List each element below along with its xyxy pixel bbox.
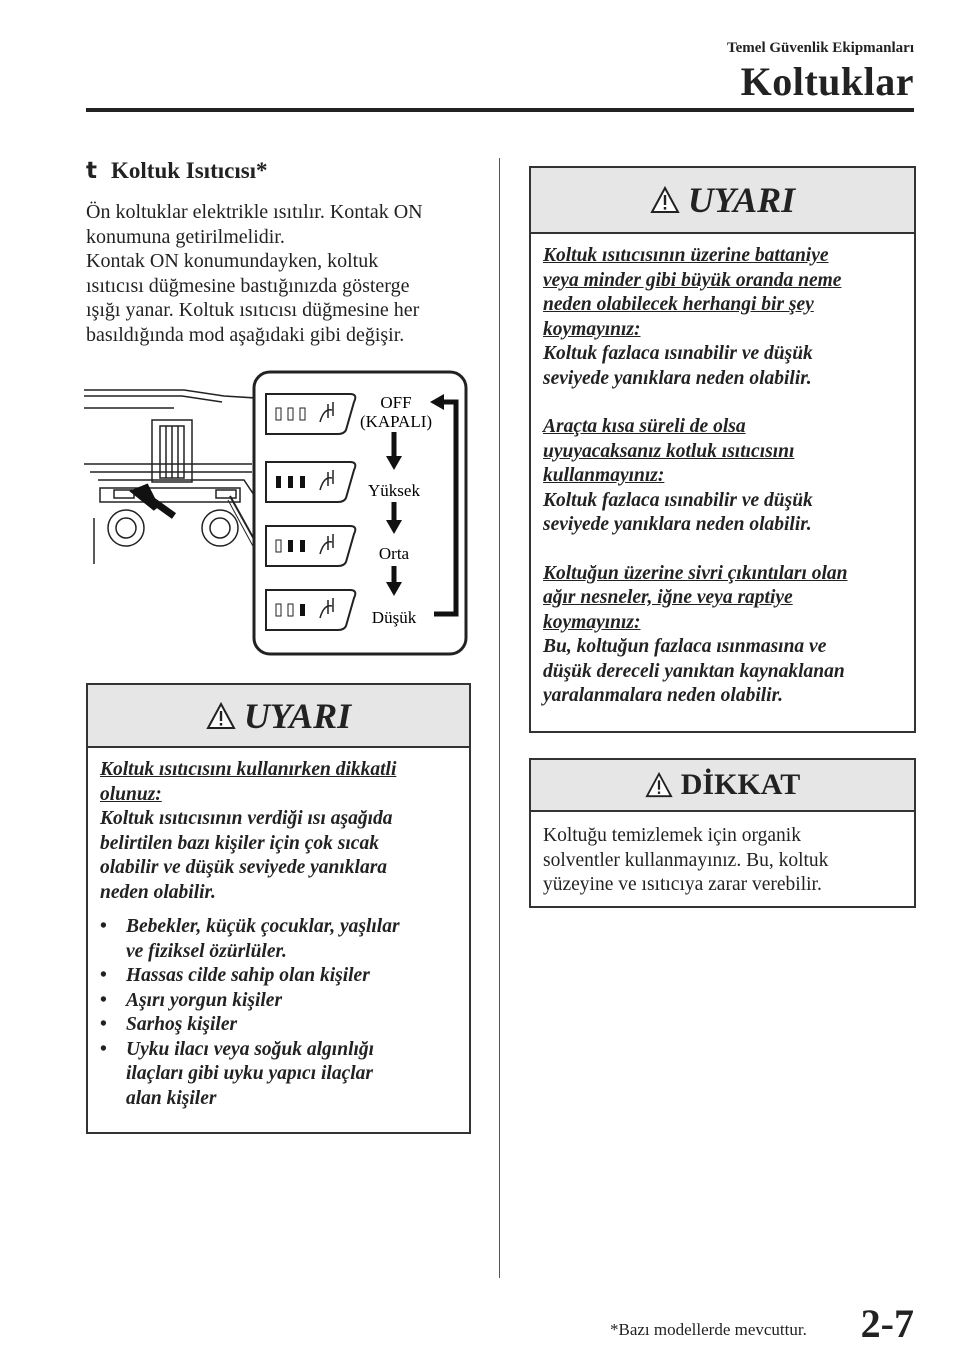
caution-header — [531, 760, 914, 812]
intro-line: Kontak ON konumundayken, koltuk — [86, 250, 379, 272]
seat-heater-diagram — [84, 368, 474, 660]
warning-text-line: Bu, koltuğun fazlaca ısınmasına ve — [543, 636, 827, 657]
column-divider — [499, 158, 500, 1278]
warning-title-line: Koltuğun üzerine sivri çıkıntıları olan — [543, 562, 848, 584]
warning-title-line: kullanmayınız: — [543, 465, 665, 486]
label-off: OFF — [380, 393, 412, 412]
warning-header — [531, 168, 914, 234]
warning-paragraph — [543, 562, 914, 709]
list-item-line: alan kişiler — [126, 1087, 217, 1109]
page-number: 2-7 — [860, 1301, 914, 1346]
warning-text-line: neden olabilir. — [100, 881, 216, 903]
warning-body — [88, 748, 469, 1111]
list-item-line: • Aşırı yorgun kişiler — [126, 989, 283, 1011]
warning-body — [531, 234, 914, 709]
list-item — [100, 915, 469, 964]
caution-text-line: Koltuğu temizlemek için organik — [543, 825, 801, 846]
warning-box-usage — [86, 683, 471, 1134]
list-item-line: ve fiziksel özürlüler. — [126, 940, 287, 962]
switch-off — [266, 394, 355, 434]
warning-text-line: belirtilen bazı kişiler için çok sıcak — [100, 832, 379, 854]
running-header: Temel Güvenlik Ekipmanları — [727, 40, 914, 56]
switch-high — [266, 462, 355, 502]
warning-title-line: Araçta kısa süreli de olsa — [543, 416, 746, 437]
warning-title-line: koymayınız: — [543, 318, 641, 340]
warning-box-objects — [529, 166, 916, 733]
warning-title-line: Koltuk ısıtıcısını kullanırken dikkatli — [100, 759, 397, 780]
warning-text-line: seviyede yanıklara neden olabilir. — [543, 514, 812, 535]
list-item — [100, 964, 469, 989]
switch-low — [266, 590, 355, 630]
intro-line: basıldığında mod aşağıdaki gibi değişir. — [86, 323, 405, 346]
intro-line: Ön koltuklar elektrikle ısıtılır. Kontak ON — [86, 201, 423, 223]
label-off-translation: (KAPALI) — [359, 412, 433, 431]
warning-text-line: Koltuk fazlaca ısınabilir ve düşük — [543, 489, 813, 511]
warning-text-line: yaralanmalara neden olabilir. — [543, 685, 783, 706]
list-item-line: ilaçları gibi uyku yapıcı ilaçlar — [126, 1063, 373, 1084]
warning-triangle-icon — [650, 186, 680, 214]
warning-text-line: Koltuk fazlaca ısınabilir ve düşük — [543, 343, 813, 364]
warning-text-line: düşük dereceli yanıktan kaynaklanan — [543, 660, 845, 682]
list-item-line: • Uyku ilacı veya soğuk algınlığı — [126, 1038, 375, 1060]
warning-title-line: uyuyacaksanız kotluk ısıtıcısını — [543, 440, 795, 462]
warning-label: UYARI — [687, 180, 796, 220]
intro-line: konumuna getirilmelidir. — [86, 225, 285, 248]
warning-paragraph — [543, 244, 914, 391]
warning-title-line: Koltuk ısıtıcısının üzerine battaniye — [543, 245, 829, 266]
list-item-line: • Sarhoş kişiler — [126, 1014, 238, 1035]
list-item-line: • Hassas cilde sahip olan kişiler — [126, 965, 370, 986]
caution-box — [529, 758, 916, 908]
intro-paragraph — [86, 200, 486, 347]
label-low: Düşük — [371, 608, 417, 627]
warning-title-line: veya minder gibi büyük oranda neme — [543, 269, 842, 291]
header-rule — [86, 108, 914, 112]
list-item — [100, 1013, 469, 1038]
risk-group-list — [100, 915, 469, 1111]
label-mid: Orta — [378, 544, 410, 563]
warning-text-line: Koltuk ısıtıcısının verdiği ısı aşağıda — [100, 808, 393, 829]
caution-label: DİKKAT — [680, 768, 801, 801]
warning-text-line: seviyede yanıklara neden olabilir. — [543, 367, 812, 389]
intro-line: ısıtıcısı düğmesine bastığınızda gösterge — [86, 274, 410, 297]
list-item — [100, 1038, 469, 1112]
label-high: Yüksek — [368, 481, 420, 500]
list-item-line: • Bebekler, küçük çocuklar, yaşlılar — [126, 916, 400, 937]
intro-line: ışığı yanar. Koltuk ısıtıcısı düğmesine her — [86, 299, 420, 321]
warning-title-line: ağır nesneler, iğne veya raptiye — [543, 587, 793, 608]
caution-triangle-icon — [645, 772, 673, 798]
warning-paragraph — [543, 415, 914, 538]
warning-title-line: neden olabilecek herhangi bir şey — [543, 294, 814, 315]
section-bullet: t — [86, 158, 97, 184]
footnote: *Bazı modellerde mevcuttur. — [610, 1320, 807, 1339]
section-heading — [86, 158, 268, 184]
switch-mid — [266, 526, 355, 566]
caution-text-line: yüzeyine ve ısıtıcıya zarar verebilir. — [543, 874, 822, 895]
warning-triangle-icon — [206, 702, 236, 730]
warning-title-line: koymayınız: — [543, 611, 641, 633]
list-item — [100, 989, 469, 1014]
warning-header — [88, 685, 469, 748]
warning-title-line: olunuz: — [100, 783, 162, 805]
section-title: Koltuk Isıtıcısı* — [111, 158, 268, 183]
warning-text-line: olabilir ve düşük seviyede yanıklara — [100, 857, 388, 878]
dashboard-illustration — [84, 390, 260, 564]
warning-label: UYARI — [243, 695, 352, 736]
chapter-title: Koltuklar — [740, 59, 914, 104]
caution-text-line: solventler kullanmayınız. Bu, koltuk — [543, 849, 829, 871]
caution-body — [531, 812, 914, 898]
